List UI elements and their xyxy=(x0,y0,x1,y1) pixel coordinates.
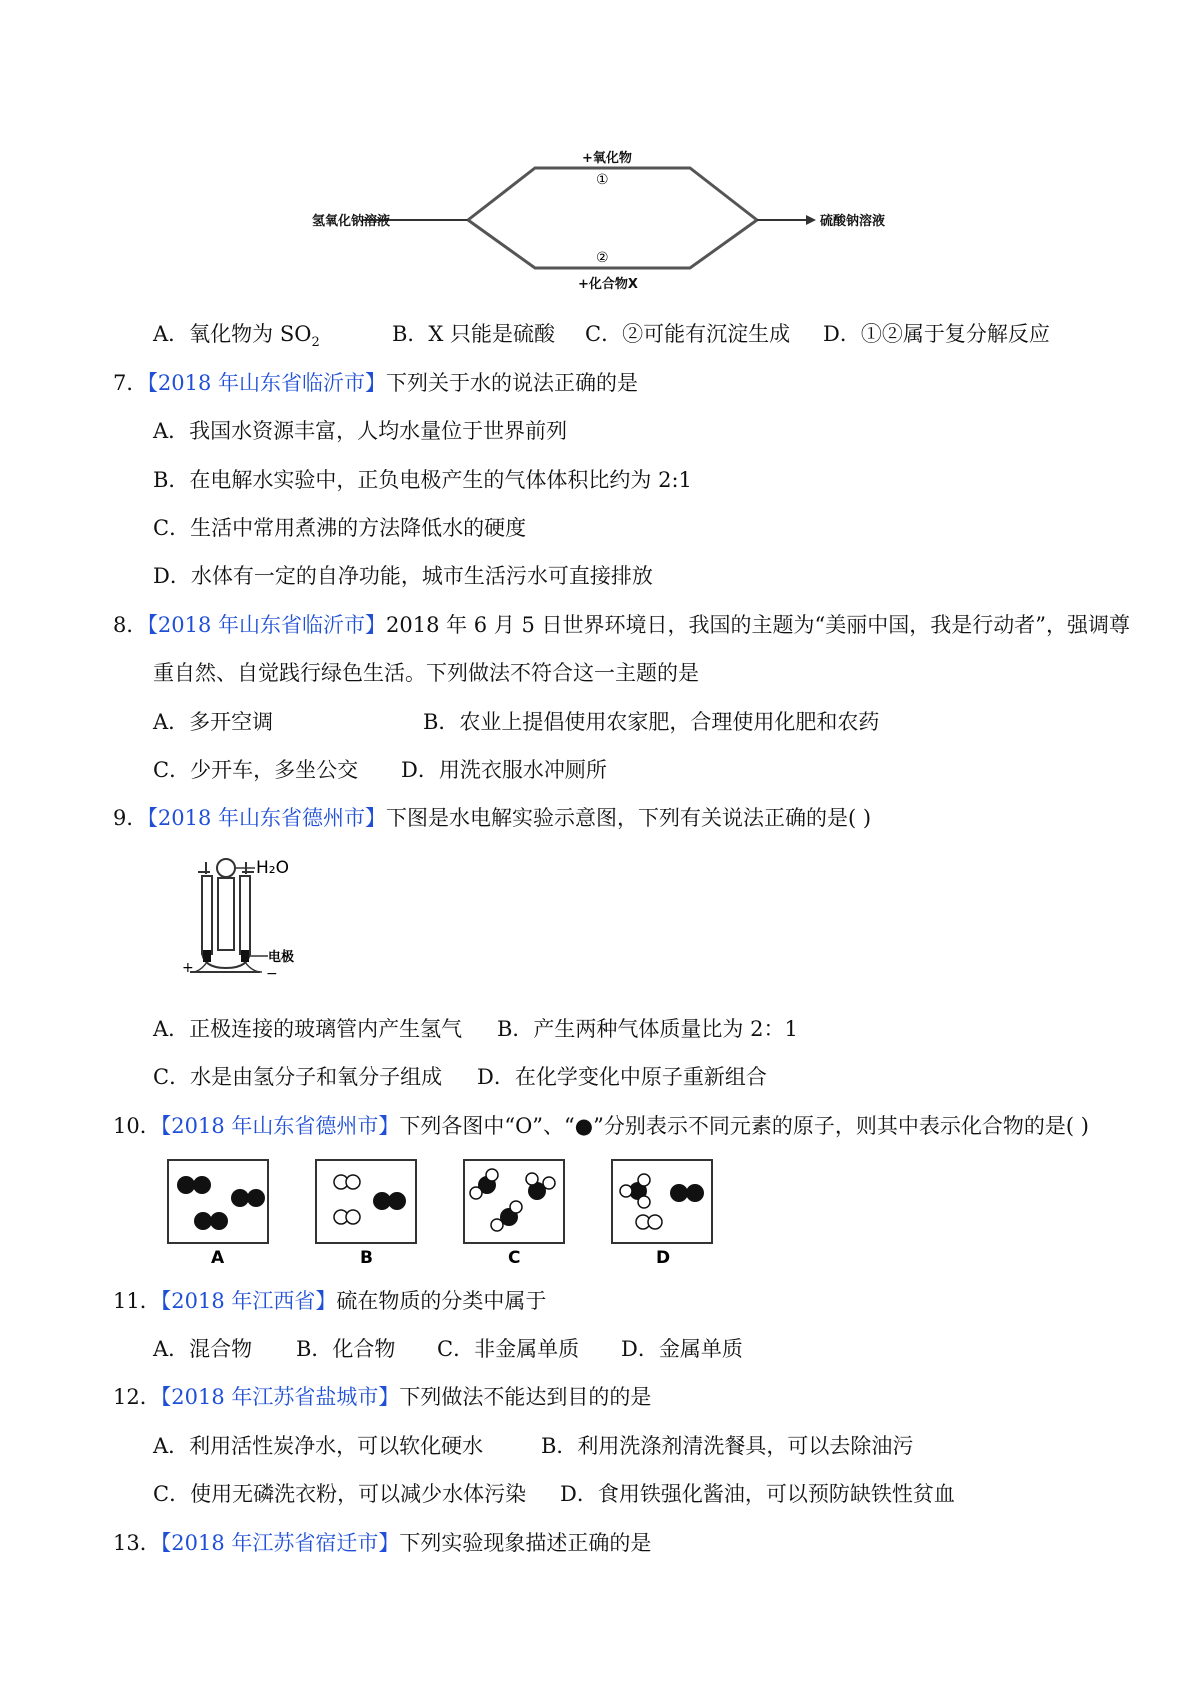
fig-minus-label: − xyxy=(266,966,278,982)
q9-stem: 9．【2018 年山东省德州市】下图是水电解实验示意图，下列有关说法正确的是( ) xyxy=(113,806,872,830)
right-label: 硫酸钠溶液 xyxy=(820,214,886,229)
left-label: 氢氧化钠溶液 xyxy=(312,214,391,229)
q12-stem: 12．【2018 年江苏省盐城市】下列做法不能达到目的的是 xyxy=(113,1385,652,1409)
q11-option-c: C．非金属单质 xyxy=(437,1337,580,1361)
q8-option-a: A．多开空调 xyxy=(153,710,274,734)
box-c-label: C xyxy=(508,1248,521,1268)
q12-source: 【2018 年江苏省盐城市】 xyxy=(160,1385,400,1409)
q7-option-d: D．水体有一定的自净功能，城市生活污水可直接排放 xyxy=(153,564,653,588)
q8-stem: 8．【2018 年山东省临沂市】2018 年 6 月 5 日世界环境日，我国的主题为“美丽中国，我是行动者”，强调尊 xyxy=(113,613,1131,637)
fig-electrode-label: 电极 xyxy=(268,950,295,965)
q8-option-b: B．农业上提倡使用农家肥，合理使用化肥和农药 xyxy=(423,710,880,734)
box-d-label: D xyxy=(656,1248,671,1268)
q12-option-b: B．利用洗涤剂清洗餐具，可以去除油污 xyxy=(541,1434,914,1458)
q8-option-d: D．用洗衣服水冲厕所 xyxy=(401,758,607,782)
box-b-label: B xyxy=(360,1248,373,1268)
q8-stem-cont: 重自然、自觉践行绿色生活。下列做法不符合这一主题的是 xyxy=(153,661,699,685)
q12-option-d: D．食用铁强化酱油，可以预防缺铁性贫血 xyxy=(560,1482,955,1506)
q8-option-c: C．少开车，多坐公交 xyxy=(153,758,359,782)
bottom-label: +化合物X xyxy=(578,277,638,292)
q7-stem: 7．【2018 年山东省临沂市】下列关于水的说法正确的是 xyxy=(113,371,638,395)
q7-option-b: B．在电解水实验中，正负电极产生的气体体积比约为 2:1 xyxy=(153,468,692,492)
q6-option-c: C．②可能有沉淀生成 xyxy=(585,322,791,346)
q9-option-b: B．产生两种气体质量比为 2：1 xyxy=(497,1017,798,1041)
q13-source: 【2018 年江苏省宿迁市】 xyxy=(160,1531,400,1555)
q7-option-c: C．生活中常用煮沸的方法降低水的硬度 xyxy=(153,516,527,540)
q9-source: 【2018 年山东省德州市】 xyxy=(147,806,386,830)
q11-stem: 11．【2018 年江西省】硫在物质的分类中属于 xyxy=(113,1289,547,1313)
q11-option-a: A．混合物 xyxy=(153,1337,253,1361)
q9-option-a: A．正极连接的玻璃管内产生氢气 xyxy=(153,1017,463,1041)
q9-option-c: C．水是由氢分子和氧分子组成 xyxy=(153,1065,443,1089)
box-a-label: A xyxy=(211,1248,225,1268)
q8-source: 【2018 年山东省临沂市】 xyxy=(147,613,386,637)
q6-option-b: B．X 只能是硫酸 xyxy=(392,322,556,346)
reaction-diagram xyxy=(312,148,900,293)
fig-plus-label: + xyxy=(182,960,194,976)
q10-stem: 10．【2018 年山东省德州市】下列各图中“O”、“●”分别表示不同元素的原子，则其中表示化合物的是( ) xyxy=(113,1114,1089,1138)
q11-source: 【2018 年江西省】 xyxy=(160,1289,337,1313)
top-num: ① xyxy=(596,172,609,188)
q9-option-d: D．在化学变化中原子重新组合 xyxy=(477,1065,767,1089)
q11-option-b: B．化合物 xyxy=(296,1337,396,1361)
bottom-num: ② xyxy=(596,250,609,266)
q11-option-d: D．金属单质 xyxy=(621,1337,743,1361)
q13-stem: 13．【2018 年江苏省宿迁市】下列实验现象描述正确的是 xyxy=(113,1531,652,1555)
q12-option-a: A．利用活性炭净水，可以软化硬水 xyxy=(153,1434,484,1458)
q6-option-a: A．氧化物为 $SO_2$ xyxy=(153,322,320,351)
q7-source: 【2018 年山东省临沂市】 xyxy=(147,371,386,395)
electrolysis-figure xyxy=(180,850,330,980)
fig-water-label: H₂O xyxy=(256,858,289,878)
q6-option-d: D．①②属于复分解反应 xyxy=(823,322,1050,346)
top-label: +氧化物 xyxy=(582,151,632,166)
q12-option-c: C．使用无磷洗衣粉，可以减少水体污染 xyxy=(153,1482,527,1506)
molecule-figure xyxy=(160,1155,730,1270)
q10-source: 【2018 年山东省德州市】 xyxy=(160,1114,400,1138)
q7-option-a: A．我国水资源丰富，人均水量位于世界前列 xyxy=(153,419,568,443)
